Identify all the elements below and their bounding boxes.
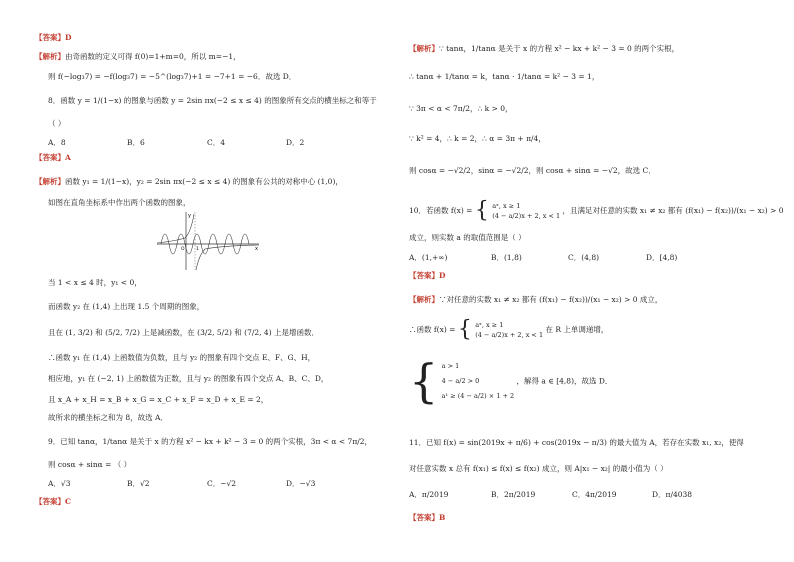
analysis-line: 而函数 y₂ 在 (1,4) 上出现 1.5 个周期的图象，	[48, 302, 205, 311]
system-line-2: 4 − a/2 > 0	[441, 376, 480, 385]
question-9: 9．已知 tanα，1/tanα 是关于 x 的方程 x² − kx + k² − 3 = 0 的两个实根，3π < α < 7π/2，	[48, 437, 373, 446]
analysis-line: ∴ tanα + 1/tanα = k，tanα · 1/tanα = k² − 3 = 1，	[409, 72, 600, 81]
option-d: D．2	[286, 138, 305, 147]
analysis-line: 故所求的横坐标之和为 8，故选 A．	[48, 413, 168, 422]
analysis-text: ∵ tanα，1/tanα 是关于 x 的方程 x² − kx + k² − 3 = 0 的两个实根，	[439, 44, 680, 53]
piecewise	[492, 201, 560, 221]
question-text: 10．若函数 f(x) =	[409, 206, 473, 215]
inequality-system	[409, 354, 613, 408]
graph-x-label: x	[255, 246, 258, 252]
question-10	[409, 199, 784, 223]
analysis-line: ∴函数 y₁ 在 (1,4) 上函数值为负数，且与 y₂ 的图象有四个交点 E、F、G、H，	[48, 353, 316, 362]
analysis-q9	[409, 44, 679, 54]
function-graph	[155, 210, 261, 272]
answer-q7	[35, 33, 72, 43]
analysis-line: ∵ k² = 4，∴ k = 2，∴ α = 3π + π/4，	[409, 134, 546, 143]
option-c: C．4π/2019	[572, 490, 617, 499]
option-a: A．8	[48, 138, 66, 147]
analysis-text: 由奇函数的定义可得 f(0)=1+m=0，所以 m=−1，	[65, 52, 241, 61]
option-a: A．(1,+∞)	[409, 253, 448, 262]
question-text: ，且满足对任意的实数 x₁ ≠ x₂ 都有 (f(x₁) − f(x₂))/(x₁ − x₂) > 0	[562, 206, 784, 215]
analysis-text: 在 R 上单调递增，	[545, 325, 609, 334]
analysis-text: 函数 y₁ = 1/(1−x)，y₂ = 2sin πx(−2 ≤ x ≤ 4) 的图象有公共的对称中心 (1,0)，	[65, 177, 343, 186]
question-line: 成立，则实数 a 的取值范围是（ ）	[409, 233, 526, 242]
graph-y-label: y	[188, 213, 191, 219]
question-11: 11．已知 f(x) = sin(2019x + π/6) + cos(2019x − π/3) 的最大值为 A，若存在实数 x₁, x₂，使得	[409, 438, 744, 447]
analysis-line	[409, 318, 608, 342]
answer-label: 【答案】D	[35, 33, 72, 42]
analysis-q10	[409, 295, 662, 305]
answer-label: 【答案】B	[409, 513, 446, 522]
option-a: A．π/2019	[409, 490, 449, 499]
hyperbola-right-branch	[196, 245, 259, 270]
piece-2: (4 − a/2)x + 2, x < 1	[475, 331, 544, 339]
graph-origin-label: O	[181, 247, 185, 252]
option-d: D．−√3	[286, 479, 316, 488]
analysis-tag: 【解析】	[35, 177, 65, 186]
question-line: 对任意实数 x 总有 f(x₁) ≤ f(x) ≤ f(x₂) 成立，则 A|x₁ − x₂| 的最小值为（ ）	[409, 464, 668, 473]
analysis-tag: 【解析】	[409, 295, 439, 304]
analysis-q8	[35, 177, 343, 187]
piecewise	[475, 320, 543, 340]
brace: {	[474, 198, 489, 223]
answer-label: 【答案】C	[35, 497, 71, 506]
question-line: 则 cosα + sinα = （ ）	[48, 460, 132, 469]
question-8: 8．函数 y = 1/(1−x) 的图象与函数 y = 2sin πx(−2 ≤ x ≤ 4) 的图象所有交点的横坐标之和等于	[48, 96, 377, 105]
option-b: B．2π/2019	[491, 490, 536, 499]
answer-label: 【答案】D	[409, 271, 446, 280]
graph-one-label: 1	[196, 247, 199, 252]
option-b: B．6	[127, 138, 145, 147]
answer-q9	[35, 497, 71, 507]
option-c: C．−√2	[207, 479, 237, 488]
answer-label: 【答案】A	[35, 153, 71, 162]
option-c: C．4	[207, 138, 226, 147]
analysis-q7	[35, 52, 241, 62]
answer-q8	[35, 153, 71, 163]
answer-q10	[409, 271, 446, 281]
analysis-text: ∵对任意的实数 x₁ ≠ x₂ 都有 (f(x₁) − f(x₂))/(x₁ − x₂) > 0 成立，	[439, 295, 663, 304]
answer-q11	[409, 513, 445, 523]
option-c: C．(4,8)	[568, 253, 600, 262]
piece-1: aˣ, x ≥ 1	[492, 202, 521, 210]
option-b: B．√2	[127, 479, 150, 488]
analysis-line: 相应地，y₁ 在 (−2, 1) 上函数值为正数，且与 y₂ 的图象有四个交点 A、B、C、D，	[48, 374, 329, 383]
piece-2: (4 − a/2)x + 2, x < 1	[492, 212, 561, 220]
system-line-1: a > 1	[441, 361, 460, 370]
option-d: D．[4,8)	[646, 253, 678, 262]
piece-1: aˣ, x ≥ 1	[475, 321, 504, 329]
analysis-tag: 【解析】	[35, 52, 65, 61]
system-line-3: a¹ ≥ (4 − a/2) × 1 + 2	[441, 391, 515, 400]
analysis-tag: 【解析】	[409, 44, 439, 53]
brace: {	[409, 354, 439, 408]
option-d: D．π/4038	[652, 490, 693, 499]
analysis-line: 如图在直角坐标系中作出两个函数的图象，	[48, 198, 191, 207]
analysis-line: 当 1 < x ≤ 4 时，y₁ < 0，	[48, 278, 142, 287]
answer-paren: （ ）	[48, 119, 66, 128]
analysis-line: 则 cosα = −√2/2，sinα = −√2/2，则 cosα + sinα = −√2，故选 C．	[409, 166, 656, 175]
analysis-line: 且 x_A + x_H = x_B + x_G = x_C + x_F = x_D + x_E = 2，	[48, 395, 269, 404]
option-b: B．(1,8)	[491, 253, 522, 262]
option-a: A．√3	[48, 479, 71, 488]
system-conclusion: ，解得 a ∈ [4,8)，故选 D．	[516, 376, 613, 386]
system-lines	[442, 359, 514, 404]
analysis-line: 且在 (1, 3/2) 和 (5/2, 7/2) 上是减函数，在 (3/2, 5/2) 和 (7/2, 4) 上是增函数．	[48, 328, 320, 337]
analysis-line: ∵ 3π < α < 7π/2，∴ k > 0，	[409, 104, 513, 113]
brace: {	[457, 317, 472, 342]
analysis-text: ∴函数 f(x) =	[409, 325, 456, 334]
analysis-line: 则 f(−log₃7) = −f(log₃7) = −5^(log₃7)+1 = −7+1 = −6．故选 D．	[48, 72, 297, 81]
